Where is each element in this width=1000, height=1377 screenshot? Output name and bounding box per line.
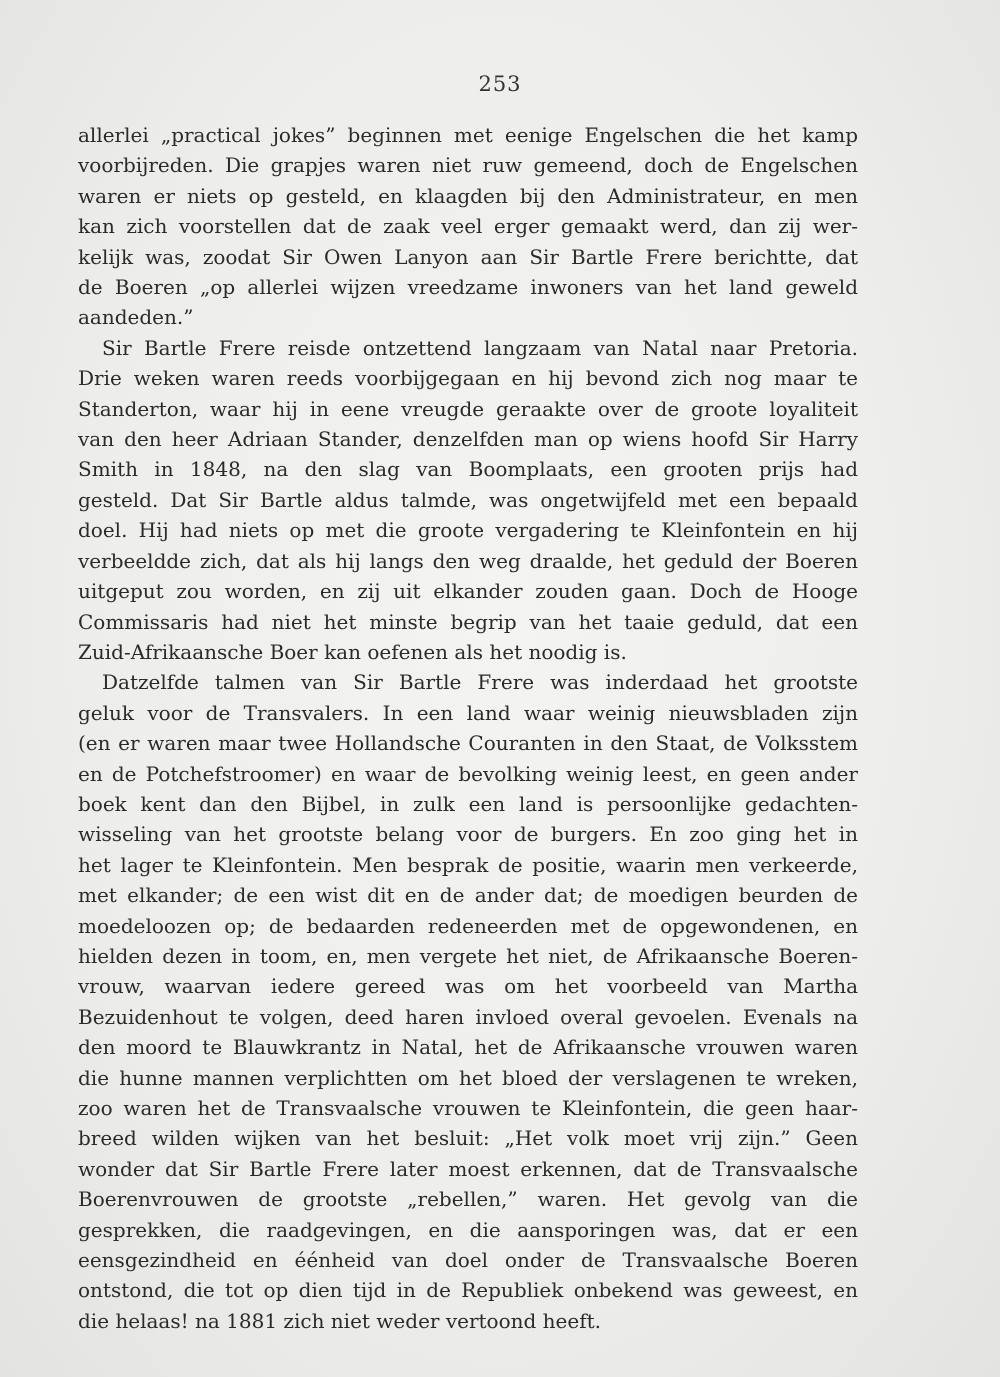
text-line: uitgeput zou worden, en zij uit elkander zouden gaan. Doch de Hooge xyxy=(78,579,858,604)
text-line: die hunne mannen verplichtten om het bloed der verslagenen te wreken, xyxy=(78,1065,858,1090)
text-line: met elkander; de een wist dit en de ander dat; de moedigen beurden de xyxy=(78,883,858,908)
text-line: allerlei „practical jokes” beginnen met eenige Engelschen die het kamp xyxy=(78,123,858,147)
text-line: Drie weken waren reeds voorbijgegaan en hij bevond zich nog maar te xyxy=(78,366,858,391)
text-line: Smith in 1848, na den slag van Boomplaats, een grooten prijs had xyxy=(78,457,858,482)
text-line: het lager te Kleinfontein. Men besprak de positie, waarin men verkeerde, xyxy=(78,852,858,877)
text-line: die helaas! na 1881 zich niet weder vertoond heeft. xyxy=(78,1308,602,1333)
text-line: Sir Bartle Frere reisde ontzettend langzaam van Natal naar Pretoria. xyxy=(102,335,858,360)
text-line: zoo waren het de Transvaalsche vrouwen te Kleinfontein, die geen haar- xyxy=(78,1096,858,1120)
text-line: de Boeren „op allerlei wijzen vreedzame inwoners van het land geweld xyxy=(78,275,858,300)
text-line: aandeden.” xyxy=(78,305,194,330)
text-line: gesteld. Dat Sir Bartle aldus talmde, was ongetwijfeld met een bepaald xyxy=(78,487,858,512)
body-text xyxy=(78,120,858,1336)
text-line: doel. Hij had niets op met die groote vergadering te Kleinfontein en hij xyxy=(78,518,858,543)
text-line: kelijk was, zoodat Sir Owen Lanyon aan Sir Bartle Frere berichtte, dat xyxy=(78,244,858,269)
text-line: en de Potchefstroomer) en waar de bevolking weinig leest, en geen ander xyxy=(78,761,858,786)
text-line: eensgezindheid en éénheid van doel onder de Transvaalsche Boeren xyxy=(78,1248,858,1273)
text-line: Bezuidenhout te volgen, deed haren invloed overal gevoelen. Evenals na xyxy=(78,1004,858,1029)
text-line: gesprekken, die raadgevingen, en die aansporingen was, dat er een xyxy=(78,1217,858,1242)
text-line: moedeloozen op; de bedaarden redeneerden met de opgewondenen, en xyxy=(78,913,858,938)
text-line: geluk voor de Transvalers. In een land waar weinig nieuwsbladen zijn xyxy=(78,700,858,725)
text-line: Standerton, waar hij in eene vreugde geraakte over de groote loyaliteit xyxy=(78,396,858,421)
text-line: verbeeldde zich, dat als hij langs den weg draalde, het geduld der Boeren xyxy=(78,548,858,573)
text-line: van den heer Adriaan Stander, denzelfden man op wiens hoofd Sir Harry xyxy=(78,427,858,452)
text-line: den moord te Blauwkrantz in Natal, het de Afrikaansche vrouwen waren xyxy=(78,1035,858,1060)
text-line: Datzelfde talmen van Sir Bartle Frere was inderdaad het grootste xyxy=(102,670,858,695)
text-line: (en er waren maar twee Hollandsche Couranten in den Staat, de Volksstem xyxy=(78,731,858,756)
text-line: vrouw, waarvan iedere gereed was om het voorbeeld van Martha xyxy=(78,974,858,999)
text-line: Zuid-Afrikaansche Boer kan oefenen als het noodig is. xyxy=(78,639,627,664)
text-line: Commissaris had niet het minste begrip van het taaie geduld, dat een xyxy=(78,609,858,634)
text-line: boek kent dan den Bijbel, in zulk een land is persoonlijke gedachten- xyxy=(78,791,858,816)
text-line: hielden dezen in toom, en, men vergete het niet, de Afrikaansche Boeren- xyxy=(78,943,858,968)
text-line: wisseling van het grootste belang voor de burgers. En zoo ging het in xyxy=(78,822,858,847)
text-line: waren er niets op gesteld, en klaagden bij den Administrateur, en men xyxy=(78,183,858,208)
text-line: voorbijreden. Die grapjes waren niet ruw gemeend, doch de Engelschen xyxy=(78,153,858,178)
text-line: ontstond, die tot op dien tijd in de Republiek onbekend was geweest, en xyxy=(78,1278,858,1303)
page-number: 253 xyxy=(478,72,522,96)
text-line: breed wilden wijken van het besluit: „Het volk moet vrij zijn.” Geen xyxy=(78,1126,858,1151)
text-line: kan zich voorstellen dat de zaak veel erger gemaakt werd, dan zij wer- xyxy=(78,214,858,239)
text-line: wonder dat Sir Bartle Frere later moest erkennen, dat de Transvaalsche xyxy=(78,1156,858,1181)
text-line: Boerenvrouwen de grootste „rebellen,” waren. Het gevolg van die xyxy=(78,1187,858,1212)
